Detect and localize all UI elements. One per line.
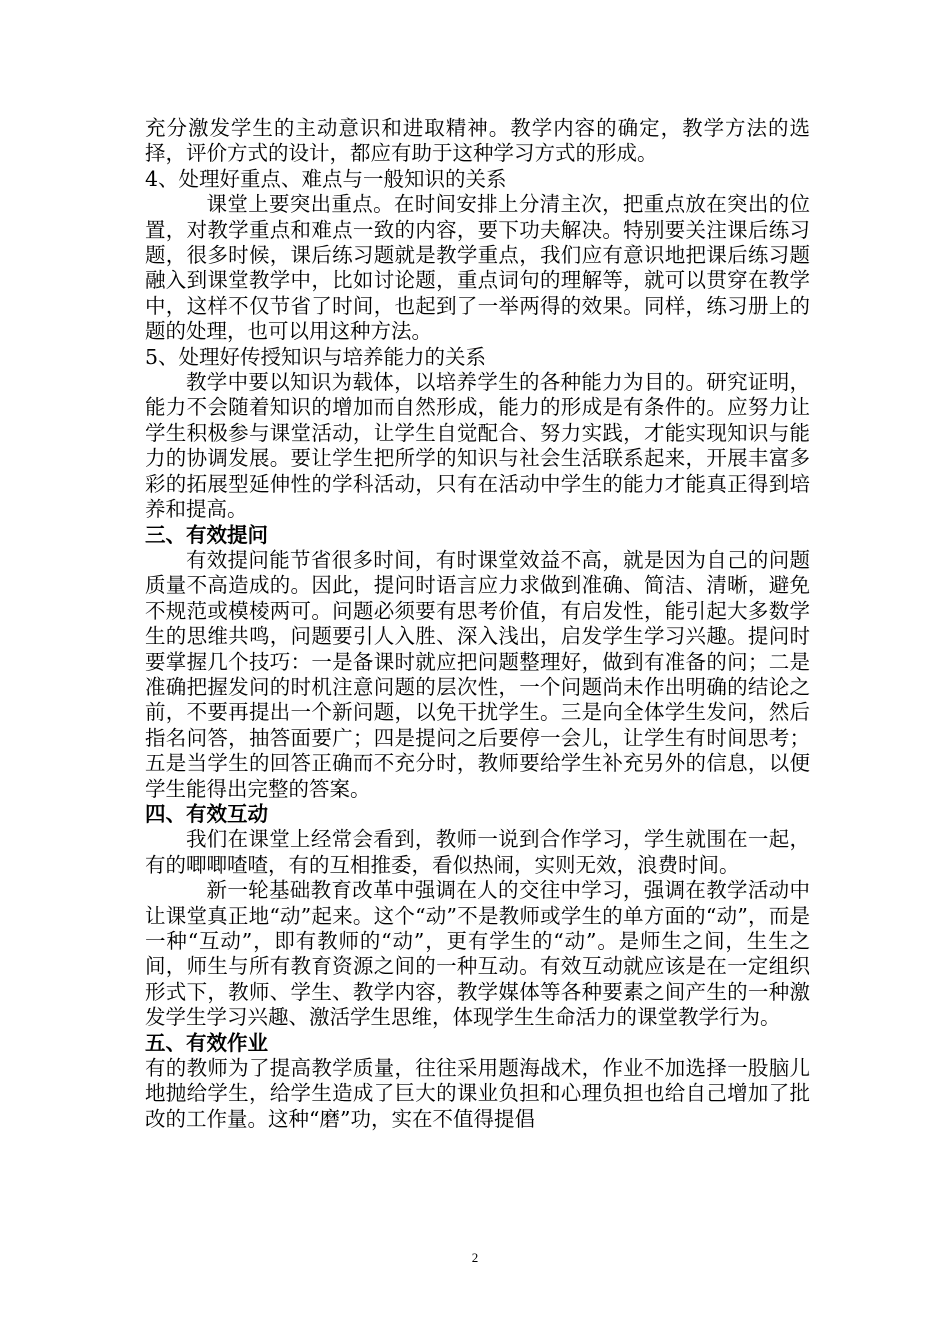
paragraph-interaction-2: 新一轮基础教育改革中强调在人的交往中学习，强调在教学活动中让课堂真正地“动”起来。这个“动”不是教师或学生的单方面的“动”，而是一种“互动”，即有教师的“动”，更有学生的“动”。是师生之间，生生之间，师生与所有教育资源之间的一种互动。有效互动就应该是在一定组织形式下，教师、学生、教学内容，教学媒体等各种要素之间产生的一种激发学生学习兴趣、激活学生思维，体现学生生命活力的课堂教学行为。: [145, 878, 810, 1030]
section-heading-effective-interaction: 四、有效互动: [145, 801, 268, 826]
paragraph-knowledge-ability: 教学中要以知识为载体，以培养学生的各种能力为目的。研究证明，能力不会随着知识的增加而自然形成，能力的形成是有条件的。应努力让学生积极参与课堂活动，让学生自觉配合、努力实践，才能实现知识与能力的协调发展。要让学生把所学的知识与社会生活联系起来，开展丰富多彩的拓展型延伸性的学科活动，只有在活动中学生的能力才能真正得到培养和提高。: [145, 370, 810, 522]
paragraph-key-points: 课堂上要突出重点。在时间安排上分清主次，把重点放在突出的位置，对教学重点和难点一致的内容，要下功夫解决。特别要关注课后练习题，很多时候，课后练习题就是教学重点，我们应有意识地把课后练习题融入到课堂教学中，比如讨论题，重点词句的理解等，就可以贯穿在教学中，这样不仅节省了时间，也起到了一举两得的效果。同样，练习册上的题的处理，也可以用这种方法。: [145, 192, 810, 344]
subheading-knowledge-ability: 5、处理好传授知识与培养能力的关系: [145, 344, 487, 369]
section-heading-effective-questioning: 三、有效提问: [145, 522, 268, 547]
section-heading-effective-homework: 五、有效作业: [145, 1030, 268, 1055]
page-number: 2: [471, 1250, 479, 1265]
paragraph-interaction-1: 我们在课堂上经常会看到，教师一说到合作学习，学生就围在一起，有的唧唧喳喳，有的互相推委，看似热闹，实则无效，浪费时间。: [145, 827, 810, 877]
document-body: [145, 116, 810, 1132]
paragraph-continuation: 充分激发学生的主动意识和进取精神。教学内容的确定，教学方法的选择，评价方式的设计，都应有助于这种学习方式的形成。: [145, 116, 810, 166]
paragraph-effective-questioning: 有效提问能节省很多时间，有时课堂效益不高，就是因为自己的问题质量不高造成的。因此，提问时语言应力求做到准确、简洁、清晰，避免不规范或模棱两可。问题必须要有思考价值，有启发性，能引起大多数学生的思维共鸣，问题要引人入胜、深入浅出，启发学生学习兴趣。提问时要掌握几个技巧：一是备课时就应把问题整理好，做到有准备的问；二是准确把握发问的时机注意问题的层次性，一个问题尚未作出明确的结论之前，不要再提出一个新问题，以免干扰学生。三是向全体学生发问，然后指名问答，抽答面要广；四是提问之后要停一会儿，让学生有时间思考；五是当学生的回答正确而不充分时，教师要给学生补充另外的信息，以便学生能得出完整的答案。: [145, 547, 810, 801]
subheading-key-points: 4、处理好重点、难点与一般知识的关系: [145, 166, 507, 191]
paragraph-homework: 有的教师为了提高教学质量，往往采用题海战术，作业不加选择一股脑儿地抛给学生，给学生造成了巨大的课业负担和心理负担也给自己增加了批改的工作量。这种“磨”功，实在不值得提倡: [145, 1056, 810, 1131]
